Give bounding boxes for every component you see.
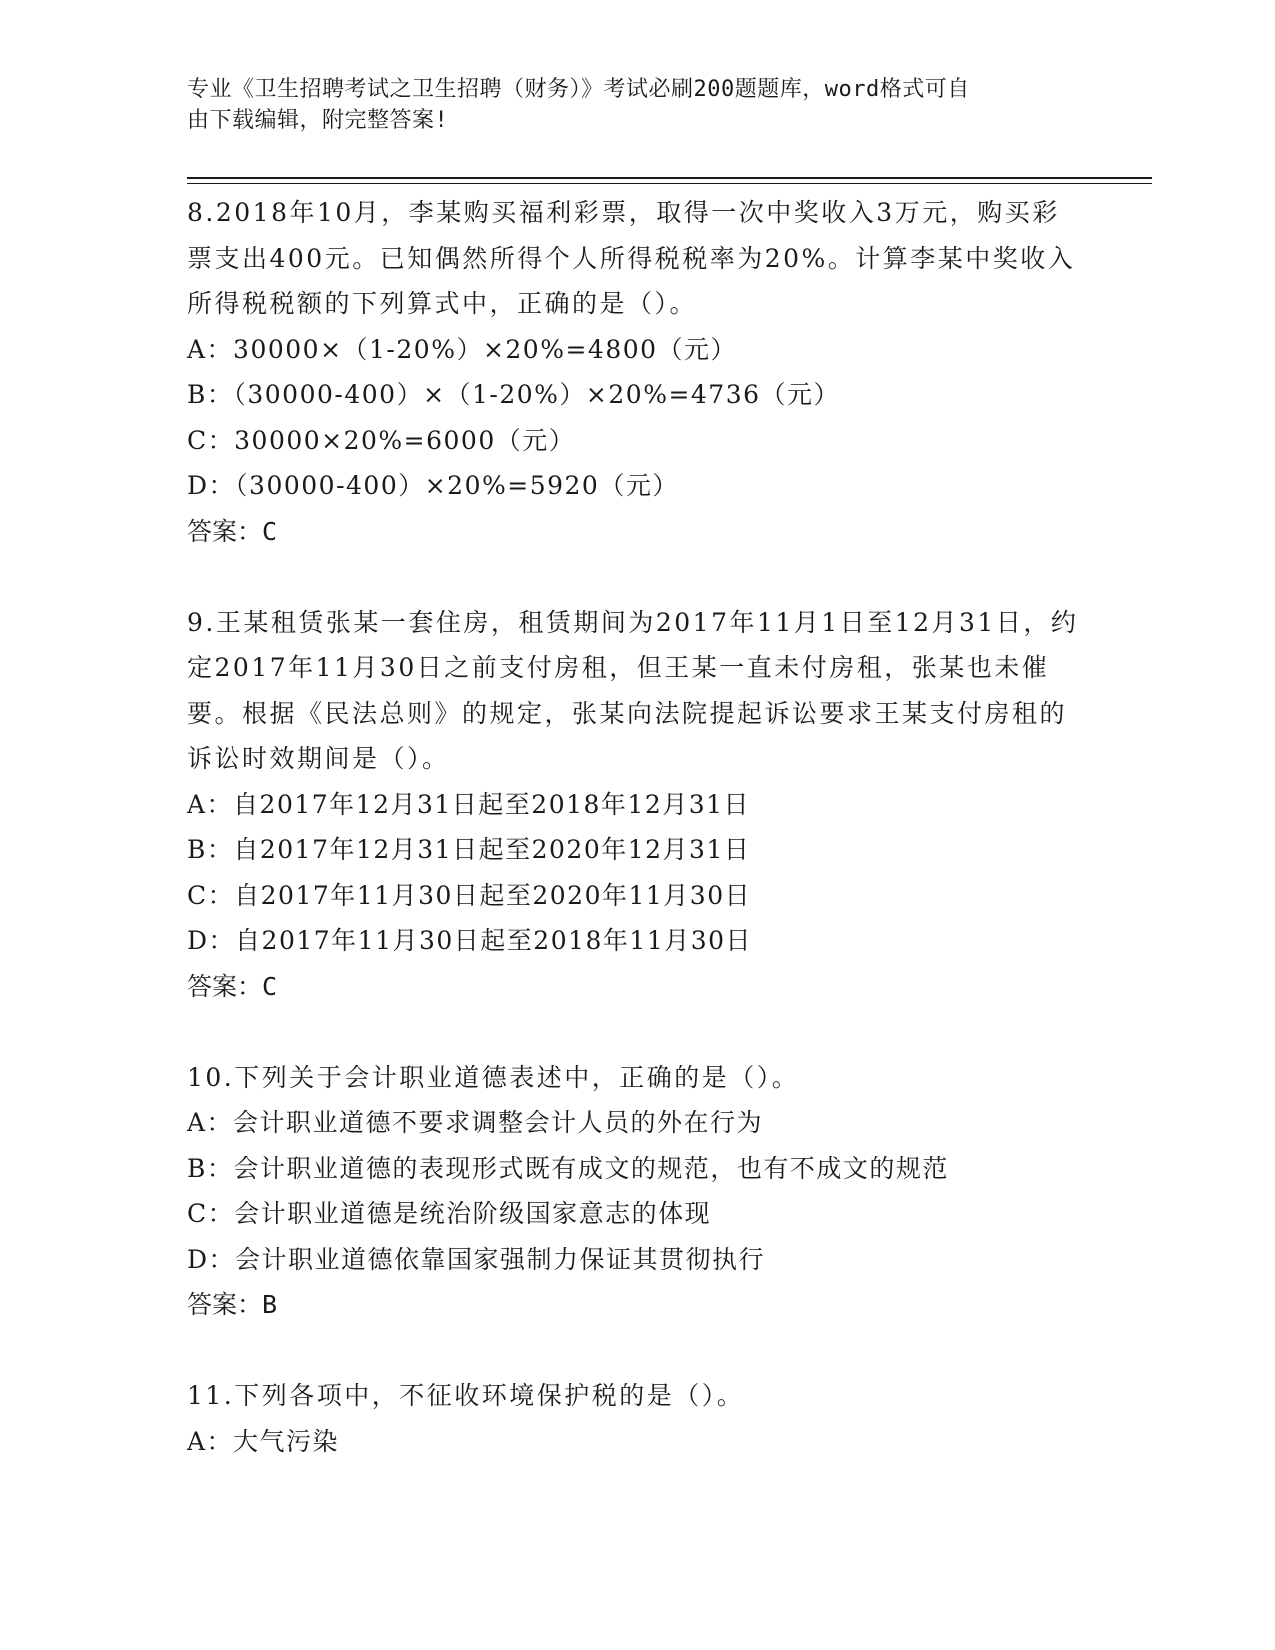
option-a: A：会计职业道德不要求调整会计人员的外在行为: [187, 1108, 764, 1137]
question-9: [187, 600, 1087, 1010]
question-list: [187, 190, 1087, 1464]
option-b: B：会计职业道德的表现形式既有成文的规范，也有不成文的规范: [187, 1153, 949, 1183]
question-stem: 9.王某租赁张某一套住房，租赁期间为2017年11月1日至12月31日，约定2017年11月30日之前支付房租，但王某一直未付房租，张某也未催要。根据《民法总则》的规定，张某向法院提起诉讼要求王某支付房租的诉讼时效期间是（）。: [187, 607, 1079, 773]
option-b: B：自2017年12月31日起至2020年12月31日: [187, 835, 751, 864]
option-b: B：（30000-400）×（1-20%）×20%=4736（元）: [187, 380, 841, 409]
question-stem: 8.2018年10月，李某购买福利彩票，取得一次中奖收入3万元，购买彩票支出400元。已知偶然所得个人所得税税率为20%。计算李某中奖收入所得税税额的下列算式中，正确的是（）。: [187, 198, 1076, 318]
document-header: [187, 74, 1067, 136]
spacer: [187, 554, 1087, 600]
header-divider-thin: [187, 183, 1152, 184]
option-a: A：大气污染: [187, 1426, 340, 1456]
header-line-2: 由下载编辑，附完整答案!: [187, 108, 449, 133]
answer: 答案：C: [187, 971, 278, 1001]
option-a: A：自2017年12月31日起至2018年12月31日: [187, 789, 751, 819]
question-10: [187, 1055, 1087, 1328]
spacer: [187, 1328, 1087, 1374]
question-11: [187, 1373, 1087, 1464]
option-d: D：会计职业道德依靠国家强制力保证其贯彻执行: [187, 1244, 766, 1274]
option-d: D：（30000-400）×20%=5920（元）: [187, 471, 679, 500]
spacer: [187, 1009, 1087, 1055]
question-stem: 11.下列各项中，不征收环境保护税的是（）。: [187, 1381, 745, 1410]
option-c: C：30000×20%=6000（元）: [187, 425, 576, 455]
option-c: C：会计职业道德是统治阶级国家意志的体现: [187, 1199, 712, 1228]
option-d: D：自2017年11月30日起至2018年11月30日: [187, 926, 753, 955]
header-divider-thick: [187, 177, 1152, 179]
option-c: C：自2017年11月30日起至2020年11月30日: [187, 880, 752, 910]
question-stem: 10.下列关于会计职业道德表述中，正确的是（）。: [187, 1062, 800, 1092]
option-a: A：30000×（1-20%）×20%=4800（元）: [187, 334, 738, 364]
answer: 答案：B: [187, 1290, 278, 1319]
question-8: [187, 190, 1087, 554]
answer: 答案：C: [187, 516, 278, 546]
header-line-1: 专业《卫生招聘考试之卫生招聘（财务）》考试必刷200题题库，word格式可自: [187, 77, 970, 102]
